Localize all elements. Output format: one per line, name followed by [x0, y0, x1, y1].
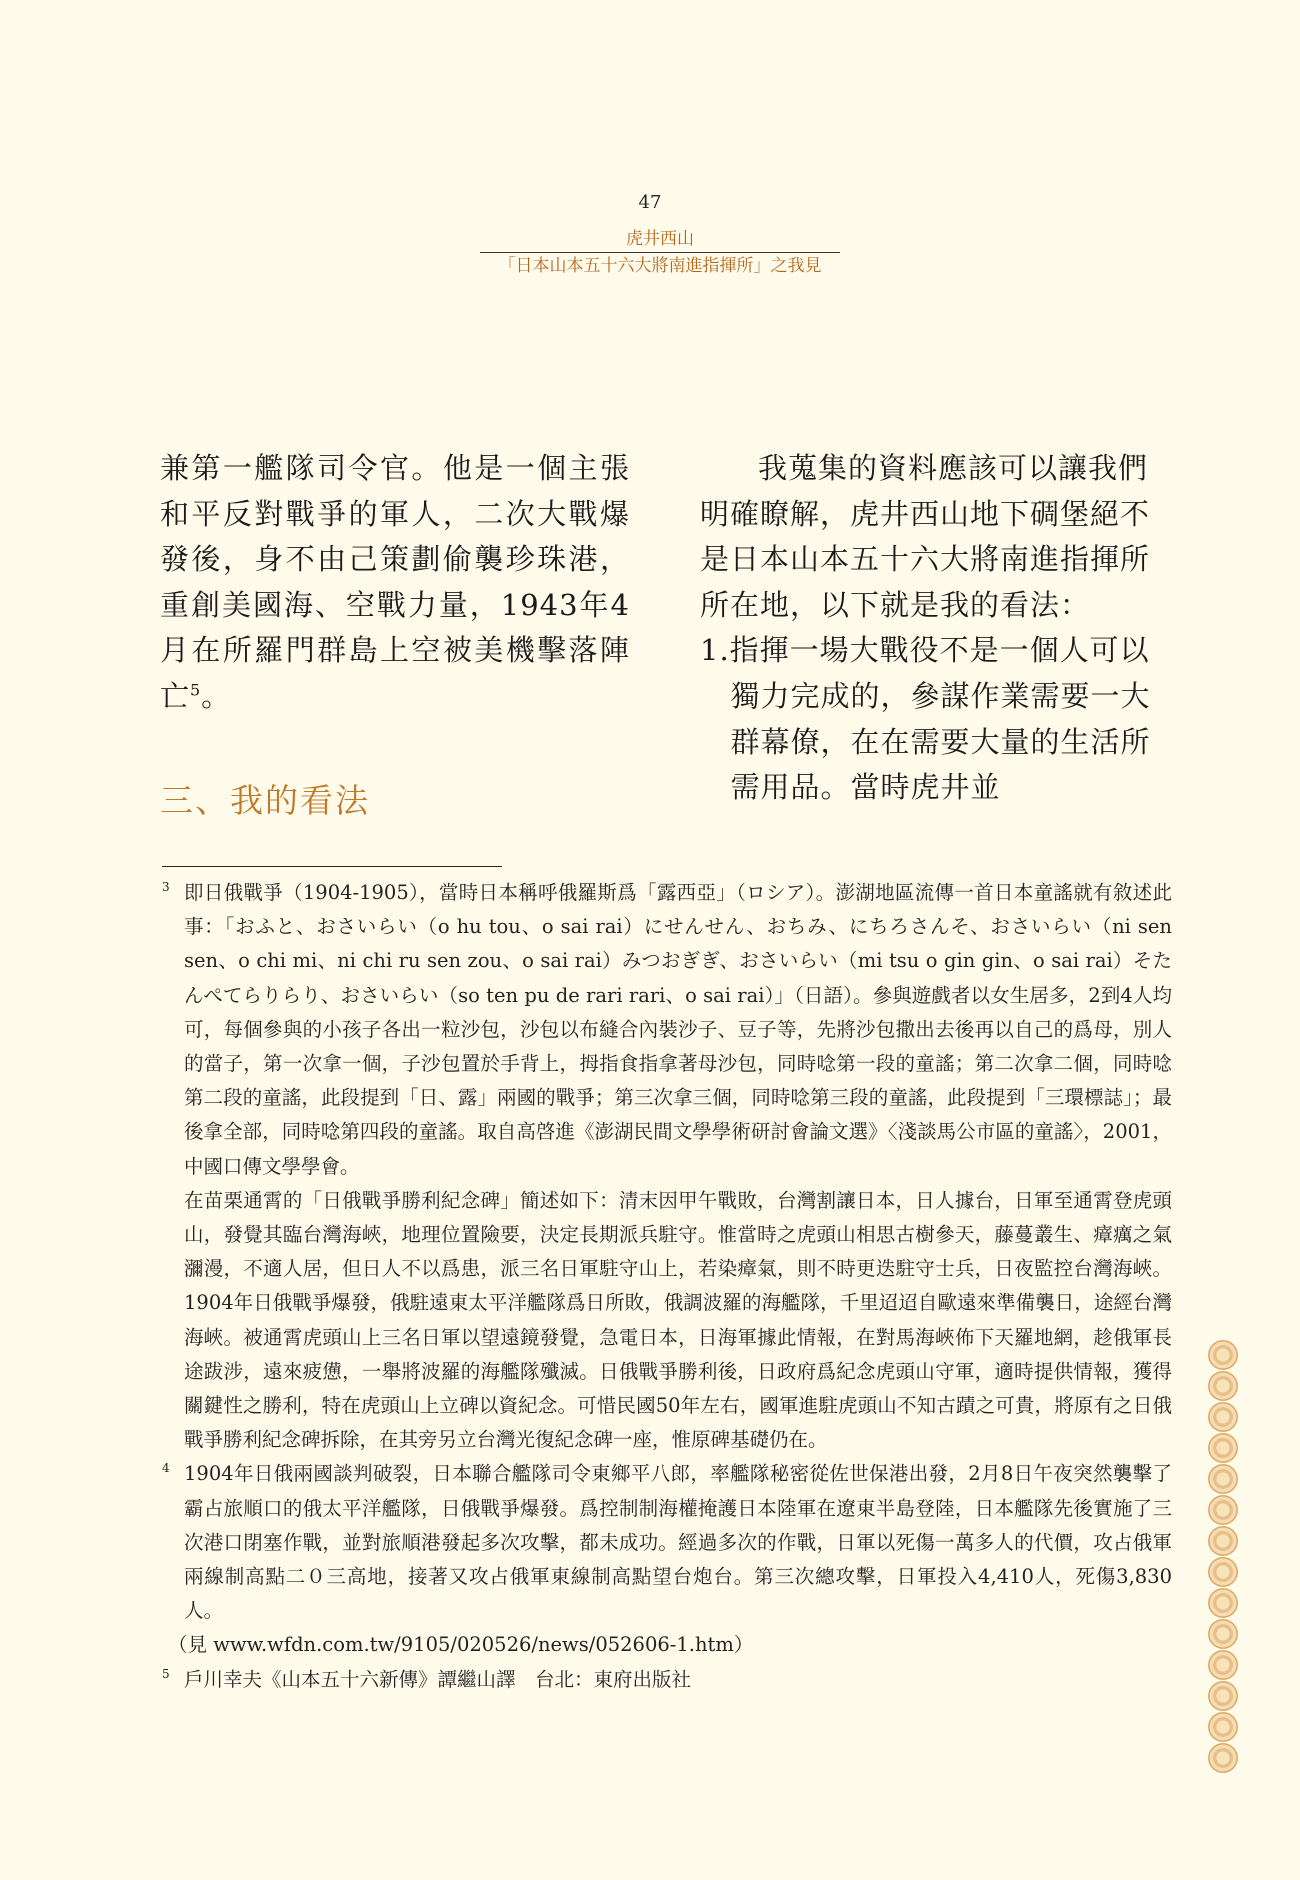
footnote-3: [160, 876, 1172, 1184]
left-paragraph-end: 。: [201, 678, 232, 713]
footnote-5-text: 戶川幸夫《山本五十六新傳》譚繼山譯 台北：東府出版社: [184, 1667, 692, 1691]
ornament-icon: [1208, 1557, 1238, 1587]
right-column: [700, 446, 1170, 811]
footnote-5: [160, 1663, 1172, 1697]
footnote-3-paragraph-2: 在苗栗通霄的「日俄戰爭勝利紀念碑」簡述如下：清末因甲午戰敗，台灣割讓日本，日人據台，日軍至通霄登虎頭山，發覺其臨台灣海峽，地理位置險要，決定長期派兵駐守。惟當時之虎頭山相思古樹參天，藤蔓叢生、瘴癘之氣瀰漫，不適人居，但日人不以爲患，派三名日軍駐守山上，若染瘴氣，則不時更迭駐守士兵，日夜監控台灣海峽。1904年日俄戰爭爆發，俄駐遠東太平洋艦隊爲日所敗，俄調波羅的海艦隊，千里迢迢自歐遠來準備襲日，途經台灣海峽。被通霄虎頭山上三名日軍以望遠鏡發覺，急電日本，日海軍據此情報，在對馬海峽佈下天羅地網，趁俄軍長途跋涉，遠來疲憊，一舉將波羅的海艦隊殲滅。日俄戰爭勝利後，日政府爲紀念虎頭山守軍，適時提供情報，獲得關鍵性之勝利，特在虎頭山上立碑以資紀念。可惜民國50年左右，國軍進駐虎頭山不知古蹟之可貴，將原有之日俄戰爭勝利紀念碑拆除，在其旁另立台灣光復紀念碑一座，惟原碑基礎仍在。: [184, 1188, 1172, 1452]
footnote-ref-5: 5: [190, 680, 202, 700]
running-head-title: 虎井西山: [626, 229, 694, 249]
left-paragraph-text: 兼第一艦隊司令官。他是一個主張和平反對戰爭的軍人，二次大戰爆發後，身不由己策劃偷襲珍珠港，重創美國海、空戰力量，1943年4月在所羅門群島上空被美機擊落陣亡: [160, 451, 630, 713]
ornament-icon: [1208, 1495, 1238, 1525]
left-paragraph: [160, 446, 630, 720]
ornament-icon: [1208, 1402, 1238, 1432]
footnote-4-number: 4: [162, 1461, 170, 1476]
ornament-icon: [1208, 1743, 1238, 1773]
ornament-icon: [1208, 1371, 1238, 1401]
point-1: 1.指揮一場大戰役不是一個人可以獨力完成的，參謀作業需要一大群幕僚，在在需要大量的生活所需用品。當時虎井並: [700, 633, 1151, 805]
footnote-3-text: 即日俄戰爭（1904-1905），當時日本稱呼俄羅斯爲「露西亞」（ロシア）。澎湖地區流傳一首日本童謠就有敘述此事：「おふと、おさいらい（o hu tou、o sai rai）にせんせん、おちみ、にちろさんそ、おさいらい（ni sen sen、o chi mi、ni chi ru sen zou、o sai rai）みつおぎぎ、おさいらい（mi tsu o gin gin、o sai rai）そたんぺてらりらり、おさいらい（so ten pu de rari rari、o sai rai）」（日語）。參與遊戲者以女生居多，2到4人均可，每個參與的小孩子各出一粒沙包，沙包以布縫合內裝沙子、豆子等，先將沙包撒出去後再以自己的爲母，別人的當子，第一次拿一個，子沙包置於手背上，拇指食指拿著母沙包，同時唸第一段的童謠；第二次拿二個，同時唸第二段的童謠，此段提到「日、露」兩國的戰爭；第三次拿三個，同時唸第三段的童謠，此段提到「三環標誌」；最後拿全部，同時唸第四段的童謠。取自高啓進《澎湖民間文學學術研討會論文選》〈淺談馬公市區的童謠〉，2001，中國口傳文學學會。: [184, 881, 1172, 1178]
ornament-icon: [1208, 1588, 1238, 1618]
right-intro-paragraph: 我蒐集的資料應該可以讓我們明確瞭解，虎井西山地下碉堡絕不是日本山本五十六大將南進指揮所所在地，以下就是我的看法：: [700, 451, 1151, 622]
ornament-icon: [1208, 1619, 1238, 1649]
running-head: [480, 228, 840, 278]
ornament-icon: [1208, 1340, 1238, 1370]
footnote-4-source: （見 www.wfdn.com.tw/9105/020526/news/052606-1.htm）: [168, 1633, 754, 1657]
running-head-subtitle: 「日本山本五十六大將南進指揮所」之我見: [498, 256, 822, 276]
page-number: 47: [638, 192, 662, 213]
section-heading: 三、我的看法: [160, 780, 370, 820]
left-column: [160, 446, 630, 823]
ornament-icon: [1208, 1464, 1238, 1494]
ornament-icon: [1208, 1526, 1238, 1556]
decorative-border-strip: [1206, 1340, 1240, 1773]
footnote-5-number: 5: [162, 1666, 170, 1681]
footnote-3-number: 3: [162, 880, 170, 894]
footnote-4: [160, 1457, 1172, 1628]
footnote-4-text: 1904年日俄兩國談判破裂，日本聯合艦隊司令東鄉平八郎，率艦隊秘密從佐世保港出發，2月8日午夜突然襲擊了霸占旅順口的俄太平洋艦隊，日俄戰爭爆發。爲控制制海權掩護日本陸軍在遼東半島登陸，日本艦隊先後實施了三次港口閉塞作戰，並對旅順港發起多次攻擊，都未成功。經過多次的作戰，日軍以死傷一萬多人的代價，攻占俄軍兩線制高點二０三高地，接著又攻占俄軍東線制高點望台炮台。第三次總攻擊，日軍投入4,410人，死傷3,830人。: [184, 1462, 1172, 1623]
ornament-icon: [1208, 1650, 1238, 1680]
ornament-icon: [1208, 1681, 1238, 1711]
running-head-rule: [480, 252, 840, 253]
ornament-icon: [1208, 1433, 1238, 1463]
footnotes: [160, 876, 1172, 1697]
footnote-divider: [162, 866, 502, 867]
ornament-icon: [1208, 1712, 1238, 1742]
